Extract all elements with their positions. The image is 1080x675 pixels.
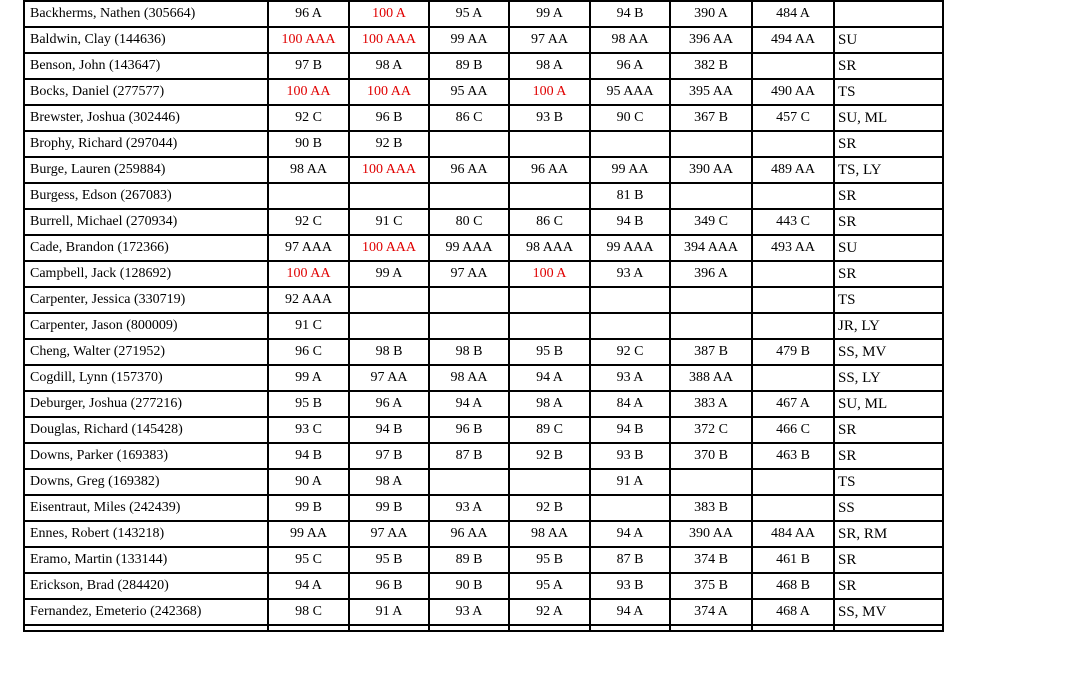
score-cell bbox=[752, 183, 834, 209]
score-cell: 98 AA bbox=[509, 521, 590, 547]
shooter-name-cell: Baldwin, Clay (144636) bbox=[24, 27, 268, 53]
score-cell: 98 A bbox=[349, 469, 429, 495]
score-cell: 372 C bbox=[670, 417, 752, 443]
table-row bbox=[24, 417, 943, 443]
table-row bbox=[24, 313, 943, 339]
score-cell: 457 C bbox=[752, 105, 834, 131]
score-cell: 95 B bbox=[268, 391, 349, 417]
score-cell: 99 AAA bbox=[590, 235, 670, 261]
score-cell bbox=[752, 495, 834, 521]
table-row bbox=[24, 183, 943, 209]
score-cell: 91 C bbox=[349, 209, 429, 235]
score-cell: 92 B bbox=[509, 495, 590, 521]
score-cell: 468 B bbox=[752, 573, 834, 599]
score-cell bbox=[509, 287, 590, 313]
category-cell: TS, LY bbox=[834, 157, 943, 183]
score-cell bbox=[429, 183, 509, 209]
category-cell: JR, LY bbox=[834, 313, 943, 339]
score-cell: 94 B bbox=[268, 443, 349, 469]
score-cell: 484 A bbox=[752, 1, 834, 27]
table-row bbox=[24, 443, 943, 469]
score-cell: 94 B bbox=[349, 417, 429, 443]
score-cell: 95 B bbox=[509, 339, 590, 365]
category-cell: TS bbox=[834, 469, 943, 495]
table-row bbox=[24, 209, 943, 235]
category-cell: SR bbox=[834, 261, 943, 287]
score-cell: 94 A bbox=[590, 521, 670, 547]
score-cell: 95 B bbox=[509, 547, 590, 573]
score-cell: 95 AA bbox=[429, 79, 509, 105]
score-cell: 93 A bbox=[429, 495, 509, 521]
table-row bbox=[24, 573, 943, 599]
shooter-name-cell: Cogdill, Lynn (157370) bbox=[24, 365, 268, 391]
score-cell: 94 A bbox=[590, 599, 670, 625]
score-cell: 97 AA bbox=[429, 261, 509, 287]
score-cell bbox=[509, 183, 590, 209]
score-cell: 94 B bbox=[590, 209, 670, 235]
score-cell bbox=[429, 287, 509, 313]
score-cell: 100 AA bbox=[268, 79, 349, 105]
score-cell: 90 A bbox=[268, 469, 349, 495]
score-cell: 374 B bbox=[670, 547, 752, 573]
score-cell bbox=[752, 313, 834, 339]
score-cell: 468 A bbox=[752, 599, 834, 625]
score-cell bbox=[349, 183, 429, 209]
category-cell: SS, MV bbox=[834, 599, 943, 625]
score-cell: 98 C bbox=[268, 599, 349, 625]
category-cell: SS bbox=[834, 495, 943, 521]
empty-cell bbox=[429, 625, 509, 631]
score-cell bbox=[670, 469, 752, 495]
shooter-name-cell: Brophy, Richard (297044) bbox=[24, 131, 268, 157]
shooter-name-cell: Cheng, Walter (271952) bbox=[24, 339, 268, 365]
category-cell: SU, ML bbox=[834, 391, 943, 417]
score-cell bbox=[752, 53, 834, 79]
score-cell: 96 AA bbox=[429, 157, 509, 183]
category-cell: SU bbox=[834, 235, 943, 261]
table-row bbox=[24, 79, 943, 105]
table-row bbox=[24, 131, 943, 157]
table-row bbox=[24, 157, 943, 183]
shooter-name-cell: Campbell, Jack (128692) bbox=[24, 261, 268, 287]
score-cell bbox=[429, 313, 509, 339]
score-cell bbox=[349, 287, 429, 313]
score-cell: 396 A bbox=[670, 261, 752, 287]
score-cell bbox=[752, 261, 834, 287]
shooter-name-cell: Cade, Brandon (172366) bbox=[24, 235, 268, 261]
score-cell: 95 C bbox=[268, 547, 349, 573]
score-cell bbox=[509, 469, 590, 495]
shooter-name-cell: Carpenter, Jessica (330719) bbox=[24, 287, 268, 313]
score-cell: 98 A bbox=[349, 53, 429, 79]
score-cell: 370 B bbox=[670, 443, 752, 469]
shooter-name-cell: Backherms, Nathen (305664) bbox=[24, 1, 268, 27]
score-cell bbox=[590, 131, 670, 157]
score-cell: 100 A bbox=[349, 1, 429, 27]
score-cell: 96 AA bbox=[429, 521, 509, 547]
score-cell: 99 AAA bbox=[429, 235, 509, 261]
score-cell: 92 AAA bbox=[268, 287, 349, 313]
scores-table bbox=[23, 0, 944, 632]
shooter-name-cell: Downs, Parker (169383) bbox=[24, 443, 268, 469]
score-cell: 89 B bbox=[429, 547, 509, 573]
score-cell: 443 C bbox=[752, 209, 834, 235]
score-cell: 94 B bbox=[590, 1, 670, 27]
category-cell: SR bbox=[834, 53, 943, 79]
score-cell: 99 A bbox=[349, 261, 429, 287]
category-cell: SR bbox=[834, 547, 943, 573]
shooter-name-cell: Fernandez, Emeterio (242368) bbox=[24, 599, 268, 625]
score-cell: 98 A bbox=[509, 391, 590, 417]
shooter-name-cell: Carpenter, Jason (800009) bbox=[24, 313, 268, 339]
score-cell: 100 A bbox=[509, 79, 590, 105]
score-cell bbox=[590, 495, 670, 521]
table-row bbox=[24, 391, 943, 417]
score-cell: 94 A bbox=[429, 391, 509, 417]
score-cell: 466 C bbox=[752, 417, 834, 443]
score-cell: 100 AAA bbox=[349, 235, 429, 261]
score-cell: 387 B bbox=[670, 339, 752, 365]
score-cell: 479 B bbox=[752, 339, 834, 365]
score-cell: 394 AAA bbox=[670, 235, 752, 261]
score-cell: 100 AAA bbox=[268, 27, 349, 53]
table-row bbox=[24, 261, 943, 287]
shooter-name-cell: Downs, Greg (169382) bbox=[24, 469, 268, 495]
shooter-name-cell: Ennes, Robert (143218) bbox=[24, 521, 268, 547]
table-row bbox=[24, 27, 943, 53]
score-cell: 98 AAA bbox=[509, 235, 590, 261]
score-cell: 100 AAA bbox=[349, 157, 429, 183]
shooter-name-cell: Burrell, Michael (270934) bbox=[24, 209, 268, 235]
score-cell: 96 B bbox=[349, 573, 429, 599]
score-cell: 98 B bbox=[429, 339, 509, 365]
score-cell: 98 AA bbox=[590, 27, 670, 53]
score-cell: 375 B bbox=[670, 573, 752, 599]
table-row bbox=[24, 521, 943, 547]
score-cell: 89 C bbox=[509, 417, 590, 443]
score-cell: 92 B bbox=[509, 443, 590, 469]
shooter-name-cell: Douglas, Richard (145428) bbox=[24, 417, 268, 443]
score-cell: 90 B bbox=[268, 131, 349, 157]
score-cell bbox=[590, 313, 670, 339]
table-row-cut-off bbox=[24, 625, 943, 631]
table-body bbox=[24, 1, 943, 631]
score-cell: 383 A bbox=[670, 391, 752, 417]
score-cell: 95 AAA bbox=[590, 79, 670, 105]
score-cell: 97 AAA bbox=[268, 235, 349, 261]
category-cell: SR bbox=[834, 443, 943, 469]
category-cell: SS, LY bbox=[834, 365, 943, 391]
score-cell: 87 B bbox=[429, 443, 509, 469]
score-cell: 396 AA bbox=[670, 27, 752, 53]
table-row bbox=[24, 365, 943, 391]
score-cell: 91 A bbox=[590, 469, 670, 495]
score-cell: 92 C bbox=[590, 339, 670, 365]
score-cell: 93 A bbox=[590, 261, 670, 287]
score-cell: 463 B bbox=[752, 443, 834, 469]
category-cell: TS bbox=[834, 287, 943, 313]
score-cell: 97 B bbox=[349, 443, 429, 469]
score-cell: 94 A bbox=[509, 365, 590, 391]
shooter-name-cell: Deburger, Joshua (277216) bbox=[24, 391, 268, 417]
score-cell: 367 B bbox=[670, 105, 752, 131]
score-cell: 97 AA bbox=[509, 27, 590, 53]
score-cell: 98 AA bbox=[429, 365, 509, 391]
score-cell: 96 A bbox=[268, 1, 349, 27]
empty-cell bbox=[268, 625, 349, 631]
score-cell: 99 AA bbox=[590, 157, 670, 183]
score-cell: 390 AA bbox=[670, 521, 752, 547]
score-cell: 84 A bbox=[590, 391, 670, 417]
empty-cell bbox=[670, 625, 752, 631]
score-cell bbox=[670, 287, 752, 313]
score-cell bbox=[670, 131, 752, 157]
score-cell: 99 AA bbox=[429, 27, 509, 53]
score-cell: 390 AA bbox=[670, 157, 752, 183]
score-cell: 461 B bbox=[752, 547, 834, 573]
score-cell: 95 A bbox=[429, 1, 509, 27]
score-cell: 90 C bbox=[590, 105, 670, 131]
shooter-name-cell: Eisentraut, Miles (242439) bbox=[24, 495, 268, 521]
score-cell: 100 A bbox=[509, 261, 590, 287]
score-cell: 96 C bbox=[268, 339, 349, 365]
score-cell: 99 B bbox=[268, 495, 349, 521]
score-cell: 100 AAA bbox=[349, 27, 429, 53]
table-row bbox=[24, 53, 943, 79]
score-cell: 489 AA bbox=[752, 157, 834, 183]
score-cell: 98 B bbox=[349, 339, 429, 365]
score-cell: 99 B bbox=[349, 495, 429, 521]
score-cell bbox=[509, 313, 590, 339]
table-row bbox=[24, 1, 943, 27]
score-cell bbox=[752, 287, 834, 313]
score-cell: 80 C bbox=[429, 209, 509, 235]
empty-cell bbox=[349, 625, 429, 631]
score-cell bbox=[429, 469, 509, 495]
score-cell: 93 B bbox=[509, 105, 590, 131]
table-row bbox=[24, 547, 943, 573]
empty-cell bbox=[590, 625, 670, 631]
score-cell: 93 B bbox=[590, 443, 670, 469]
shooter-name-cell: Burge, Lauren (259884) bbox=[24, 157, 268, 183]
score-cell: 92 A bbox=[509, 599, 590, 625]
score-cell: 349 C bbox=[670, 209, 752, 235]
category-cell: SR, RM bbox=[834, 521, 943, 547]
category-cell: SS, MV bbox=[834, 339, 943, 365]
score-cell bbox=[590, 287, 670, 313]
shooter-name-cell: Benson, John (143647) bbox=[24, 53, 268, 79]
score-cell: 382 B bbox=[670, 53, 752, 79]
score-cell: 388 AA bbox=[670, 365, 752, 391]
score-cell: 92 C bbox=[268, 105, 349, 131]
score-cell bbox=[349, 313, 429, 339]
category-cell: SR bbox=[834, 183, 943, 209]
shooter-name-cell: Brewster, Joshua (302446) bbox=[24, 105, 268, 131]
shooter-name-cell: Bocks, Daniel (277577) bbox=[24, 79, 268, 105]
score-cell: 383 B bbox=[670, 495, 752, 521]
score-cell: 98 A bbox=[509, 53, 590, 79]
score-cell: 94 B bbox=[590, 417, 670, 443]
score-cell: 97 B bbox=[268, 53, 349, 79]
score-cell: 96 A bbox=[349, 391, 429, 417]
score-cell: 96 A bbox=[590, 53, 670, 79]
score-cell: 92 B bbox=[349, 131, 429, 157]
score-cell: 99 AA bbox=[268, 521, 349, 547]
score-cell: 93 A bbox=[590, 365, 670, 391]
score-cell: 99 A bbox=[509, 1, 590, 27]
score-cell: 96 B bbox=[429, 417, 509, 443]
score-cell bbox=[429, 131, 509, 157]
score-cell: 493 AA bbox=[752, 235, 834, 261]
score-cell: 390 A bbox=[670, 1, 752, 27]
score-cell: 96 B bbox=[349, 105, 429, 131]
category-cell: SR bbox=[834, 573, 943, 599]
empty-cell bbox=[752, 625, 834, 631]
score-cell bbox=[752, 131, 834, 157]
score-cell: 100 AA bbox=[349, 79, 429, 105]
score-cell: 95 A bbox=[509, 573, 590, 599]
score-cell: 467 A bbox=[752, 391, 834, 417]
score-cell: 100 AA bbox=[268, 261, 349, 287]
score-cell bbox=[752, 469, 834, 495]
score-cell: 87 B bbox=[590, 547, 670, 573]
score-cell: 91 C bbox=[268, 313, 349, 339]
score-cell: 90 B bbox=[429, 573, 509, 599]
score-cell: 93 A bbox=[429, 599, 509, 625]
score-cell: 86 C bbox=[429, 105, 509, 131]
category-cell: TS bbox=[834, 79, 943, 105]
score-cell: 92 C bbox=[268, 209, 349, 235]
table-row bbox=[24, 235, 943, 261]
score-cell: 96 AA bbox=[509, 157, 590, 183]
score-cell: 484 AA bbox=[752, 521, 834, 547]
score-cell bbox=[670, 313, 752, 339]
score-cell: 494 AA bbox=[752, 27, 834, 53]
table-row bbox=[24, 105, 943, 131]
score-cell: 490 AA bbox=[752, 79, 834, 105]
table-row bbox=[24, 469, 943, 495]
score-cell bbox=[268, 183, 349, 209]
table-row bbox=[24, 495, 943, 521]
shooter-name-cell: Erickson, Brad (284420) bbox=[24, 573, 268, 599]
category-cell bbox=[834, 1, 943, 27]
score-cell: 93 B bbox=[590, 573, 670, 599]
category-cell: SU bbox=[834, 27, 943, 53]
score-cell: 395 AA bbox=[670, 79, 752, 105]
score-cell: 97 AA bbox=[349, 365, 429, 391]
score-cell: 374 A bbox=[670, 599, 752, 625]
score-cell bbox=[752, 365, 834, 391]
shooter-name-cell: Burgess, Edson (267083) bbox=[24, 183, 268, 209]
score-cell: 81 B bbox=[590, 183, 670, 209]
empty-cell bbox=[509, 625, 590, 631]
category-cell: SR bbox=[834, 417, 943, 443]
category-cell: SR bbox=[834, 131, 943, 157]
score-cell: 95 B bbox=[349, 547, 429, 573]
table-row bbox=[24, 339, 943, 365]
score-cell: 91 A bbox=[349, 599, 429, 625]
score-cell: 89 B bbox=[429, 53, 509, 79]
score-cell: 86 C bbox=[509, 209, 590, 235]
empty-cell bbox=[834, 625, 943, 631]
shooter-name-cell: Eramo, Martin (133144) bbox=[24, 547, 268, 573]
category-cell: SR bbox=[834, 209, 943, 235]
score-cell: 97 AA bbox=[349, 521, 429, 547]
category-cell: SU, ML bbox=[834, 105, 943, 131]
empty-cell bbox=[24, 625, 268, 631]
score-cell: 99 A bbox=[268, 365, 349, 391]
score-cell: 98 AA bbox=[268, 157, 349, 183]
table-row bbox=[24, 599, 943, 625]
score-cell: 93 C bbox=[268, 417, 349, 443]
score-cell bbox=[509, 131, 590, 157]
score-cell: 94 A bbox=[268, 573, 349, 599]
score-cell bbox=[670, 183, 752, 209]
table-row bbox=[24, 287, 943, 313]
